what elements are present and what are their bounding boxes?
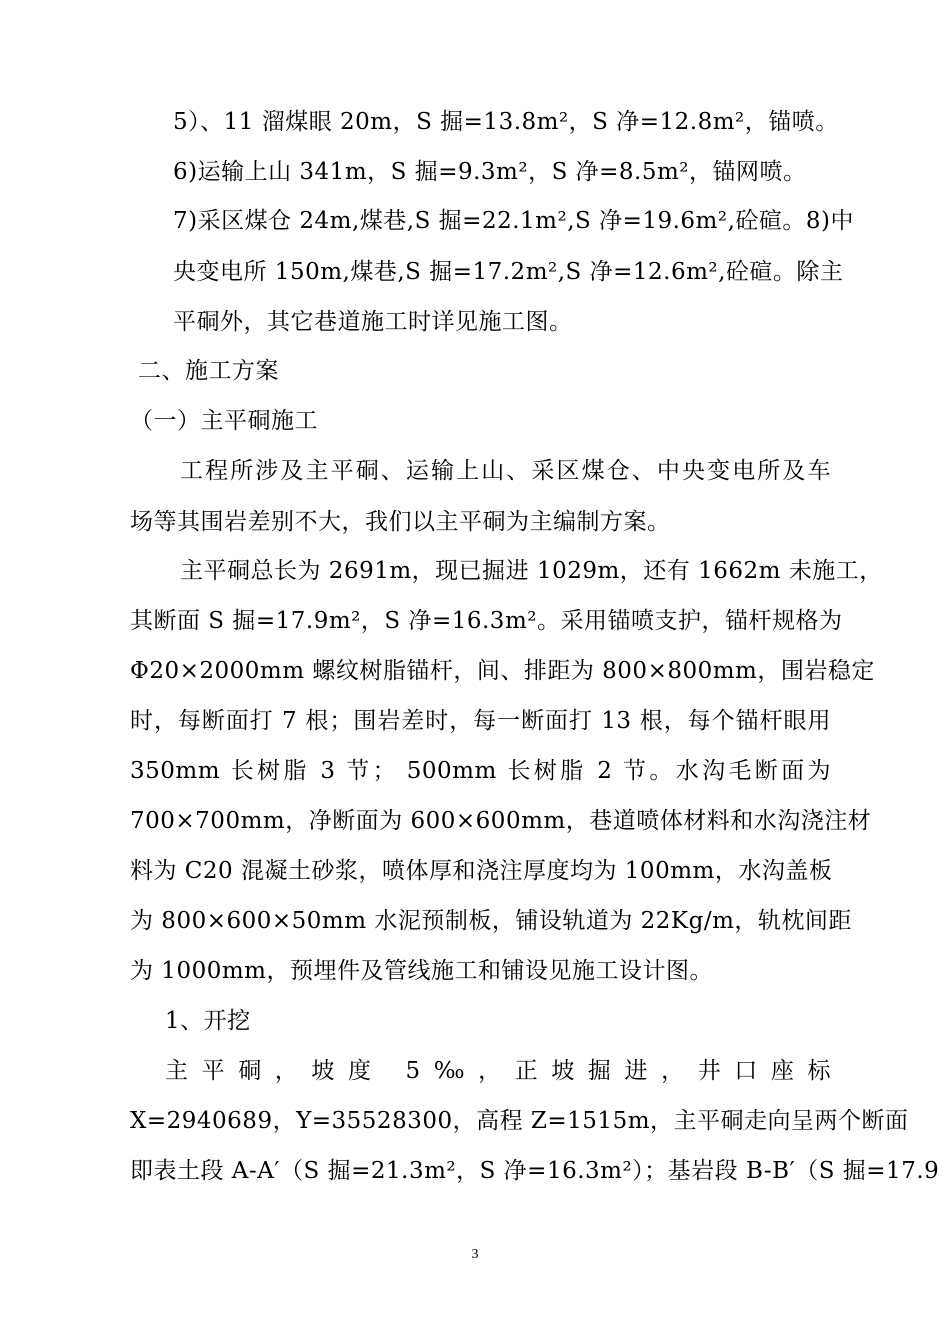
text-line-2: 6)运输上山 341m，S 掘=9.3m²，S 净=8.5m²，锚网喷。 <box>173 159 807 185</box>
page-number: 3 <box>471 1247 479 1262</box>
text-line-4: 央变电所 150m,煤巷,S 掘=17.2m²,S 净=12.6m²,砼碹。除主 <box>173 259 844 285</box>
text-line-10: 主平硐总长为 2691m，现已掘进 1029m，还有 1662m 未施工， <box>180 558 883 584</box>
text-line-1: 5）、11 溜煤眼 20m，S 掘=13.8m²，S 净=12.8m²，锚喷。 <box>173 109 839 135</box>
text-line-8: 工程所涉及主平硐、运输上山、采区煤仓、中央变电所及车 <box>180 458 831 484</box>
text-line-16: 料为 C20 混凝土砂浆，喷体厚和浇注厚度均为 100mm，水沟盖板 <box>130 858 833 884</box>
text-line-5: 平硐外，其它巷道施工时详见施工图。 <box>173 309 573 335</box>
text-line-20: 主平硐，坡度 5‰，正坡掘进，井口座标 <box>165 1058 831 1084</box>
subsection-heading: （一）主平硐施工 <box>130 408 318 434</box>
text-line-15: 700×700mm，净断面为 600×600mm，巷道喷体材料和水沟浇注材 <box>130 808 872 834</box>
text-line-11: 其断面 S 掘=17.9m²，S 净=16.3m²。采用锚喷支护，锚杆规格为 <box>130 608 843 634</box>
text-line-13: 时，每断面打 7 根；围岩差时，每一断面打 13 根，每个锚杆眼用 <box>130 708 831 734</box>
text-line-18: 为 1000mm，预埋件及管线施工和铺设见施工设计图。 <box>130 958 713 984</box>
text-line-22: 即表土段 A-A′（S 掘=21.3m²，S 净=16.3m²）；基岩段 B-B′（S 掘=17.9 <box>130 1158 940 1184</box>
section-heading: 二、施工方案 <box>138 358 279 384</box>
text-line-12: Φ20×2000mm 螺纹树脂锚杆，间、排距为 800×800mm，围岩稳定 <box>130 658 875 684</box>
item-heading-excavation: 1、开挖 <box>165 1008 251 1034</box>
text-line-17: 为 800×600×50mm 水泥预制板，铺设轨道为 22Kg/m，轨枕间距 <box>130 908 852 934</box>
text-line-14: 350mm 长树脂 3 节； 500mm 长树脂 2 节。水沟毛断面为 <box>130 758 831 784</box>
text-line-21: X=2940689，Y=35528300，高程 Z=1515m，主平硐走向呈两个断面 <box>130 1108 909 1134</box>
text-line-9: 场等其围岩差别不大，我们以主平硐为主编制方案。 <box>130 509 671 535</box>
text-line-3: 7)采区煤仓 24m,煤巷,S 掘=22.1m²,S 净=19.6m²,砼碹。8)中 <box>173 208 855 234</box>
